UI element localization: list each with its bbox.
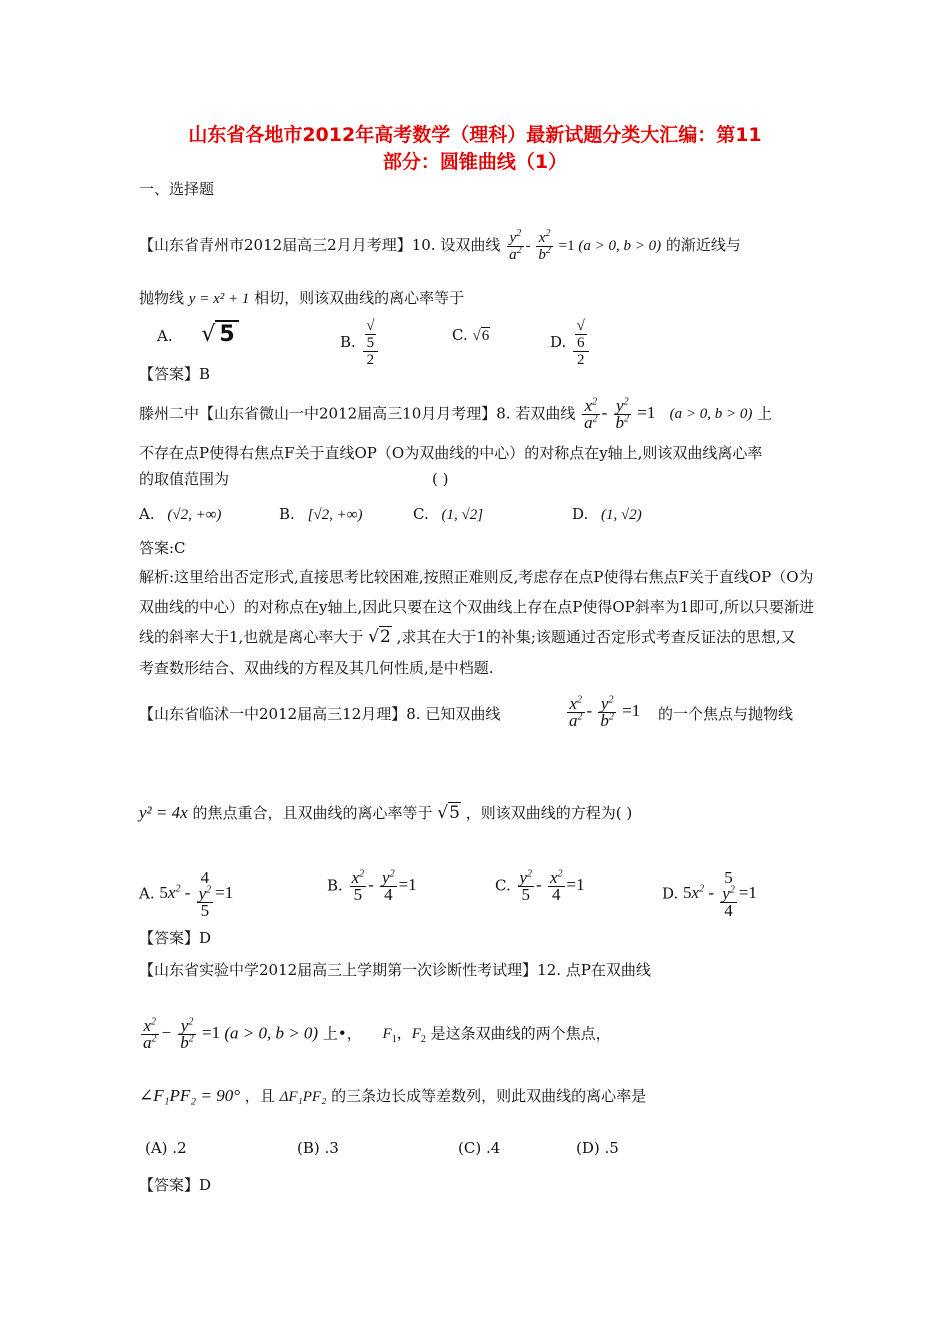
q4-triangle: ΔF₁PF₂ bbox=[279, 1089, 327, 1105]
q1-suffix: 的渐近线与 bbox=[665, 235, 741, 254]
q1-option-a bbox=[157, 322, 239, 347]
q3-suffix: 的一个焦点与抛物线 bbox=[658, 705, 794, 723]
q3-option-d-value: $5x^2$ - 5 $y^2$ 4 =1 bbox=[683, 868, 757, 920]
q1-option-c-label: C. bbox=[452, 326, 468, 344]
q2-option-c bbox=[413, 505, 483, 524]
q3-parabola-expr: y² = 4x bbox=[139, 803, 188, 822]
q4-option-c: (C) .4 bbox=[458, 1139, 501, 1157]
q2-option-d-value: (1, √2) bbox=[601, 507, 642, 523]
q1-line2 bbox=[139, 289, 464, 308]
q3-option-a-label: A. bbox=[139, 884, 155, 903]
q3-option-b bbox=[327, 870, 417, 903]
q3-option-b-value: $\frac{x^2}{5}$ - $\frac{y^2}{4}$ =1 bbox=[351, 868, 417, 904]
q1-stem bbox=[139, 230, 741, 263]
q2-explanation-2: 双曲线的中心）的对称点在y轴上,因此只要在这个双曲线上存在点P使得OP斜率为1即可,所以只要渐进 bbox=[139, 598, 815, 616]
q1-option-b-label: B. bbox=[340, 333, 356, 351]
q3-option-d-label: D. bbox=[662, 884, 679, 903]
q1-option-b bbox=[340, 318, 380, 368]
q3-hyperbola-formula: $\frac{x^2}{a^2}$ - $\frac{y^2}{b^2}$ =1 bbox=[569, 694, 641, 730]
q2-explanation-1: 解析:这里给出否定形式,直接思考比较困难,按照正难则反,考虑存在点P使得右焦点F关于直线OP（O为 bbox=[139, 568, 814, 586]
q2-option-b-value: [√2, +∞) bbox=[307, 507, 363, 523]
q4-foci: $F_1$，$F_2$ bbox=[382, 1026, 426, 1046]
q3-option-b-label: B. bbox=[327, 876, 343, 895]
q2-option-b bbox=[279, 505, 362, 524]
q2-hyperbola-formula: $\frac{x^2}{a^2}$ - $\frac{y^2}{b^2}$ =1 bbox=[584, 396, 656, 432]
q3-option-a-value: $5x^2$ - 4 $y^2$ 5 =1 bbox=[159, 868, 234, 920]
q4-angle: ∠F₁PF₂ = 90° bbox=[139, 1086, 240, 1105]
q2-line3-text: 的取值范围为 bbox=[139, 470, 230, 488]
q1-line2-b: 相切，则该双曲线的离心率等于 bbox=[254, 289, 465, 307]
q2-line2: 不存在点P使得右焦点F关于直线OP（O为双曲线的中心）的对称点在y轴上,则该双曲线离心率 bbox=[139, 444, 763, 462]
q3-prefix: 【山东省临沭一中2012届高三12月理】8. 已知双曲线 bbox=[139, 705, 501, 723]
q3-option-c bbox=[495, 870, 585, 903]
q4-option-b: (B) .3 bbox=[297, 1139, 339, 1157]
q3-sqrt5: √5 bbox=[437, 803, 460, 823]
q4-triangle-text: 的三条边长成等差数列，则此双曲线的离心率是 bbox=[331, 1087, 647, 1105]
q2-option-c-value: (1, √2] bbox=[441, 507, 484, 523]
q2-explanation-3b: ,求其在大于1的补集;该题通过否定形式考查反证法的思想,又 bbox=[396, 628, 796, 646]
q4-foci-text: 是这条双曲线的两个焦点， bbox=[430, 1024, 611, 1043]
q2-paren: ( ) bbox=[432, 470, 449, 488]
q2-sqrt2: √2 bbox=[368, 627, 391, 647]
q4-on: 上•， bbox=[322, 1024, 362, 1043]
q4-line2 bbox=[139, 1018, 611, 1051]
q2-option-a-value: (√2, +∞) bbox=[167, 507, 222, 523]
q2-option-c-label: C. bbox=[413, 505, 429, 523]
q3-line2 bbox=[139, 804, 632, 822]
q2-stem bbox=[139, 398, 772, 431]
q1-option-d-label: D. bbox=[550, 333, 567, 351]
q4-answer: 【答案】D bbox=[139, 1176, 212, 1194]
q3-line2-b: ，则该双曲线的方程为( ) bbox=[465, 804, 633, 822]
section-heading: 一、选择题 bbox=[139, 180, 215, 198]
q2-line3 bbox=[139, 470, 229, 488]
q1-line2-a: 抛物线 bbox=[139, 289, 185, 307]
q4-option-a: (A) .2 bbox=[145, 1139, 187, 1157]
q2-explanation-4: 考查数形结合、双曲线的方程及其几何性质,是中档题. bbox=[139, 659, 494, 677]
q4-and: ，且 bbox=[244, 1087, 275, 1105]
q1-option-a-label: A. bbox=[157, 327, 173, 345]
page-title-line1: 山东省各地市2012年高考数学（理科）最新试题分类大汇编：第11 bbox=[188, 124, 762, 146]
q1-option-d bbox=[550, 318, 591, 368]
q2-option-d-label: D. bbox=[572, 505, 589, 523]
q1-answer: 【答案】B bbox=[139, 365, 211, 383]
q1-parabola-expr: y = x² + 1 bbox=[188, 291, 250, 307]
q2-option-a-label: A. bbox=[139, 505, 155, 523]
q2-condition: (a > 0, b > 0) bbox=[669, 406, 753, 423]
q3-stem bbox=[139, 705, 500, 723]
q4-hyperbola-formula: $\frac{x^2}{a^2}$ − $\frac{y^2}{b^2}$ =1 bbox=[143, 1016, 221, 1052]
q3-option-c-label: C. bbox=[495, 876, 511, 895]
q1-hyperbola-formula: $\frac{y^2}{a^2}$ - $\frac{x^2}{b^2}$ =1 bbox=[509, 228, 575, 263]
q1-condition: (a > 0, b > 0) bbox=[578, 237, 662, 254]
q3-answer: 【答案】D bbox=[139, 929, 212, 947]
q1-option-c bbox=[452, 326, 490, 345]
q1-option-a-value: √ 5 bbox=[201, 322, 238, 347]
q4-option-d: (D) .5 bbox=[576, 1139, 619, 1157]
q3-option-a bbox=[139, 870, 233, 919]
q3-line2-a: 的焦点重合，且双曲线的离心率等于 bbox=[192, 804, 433, 822]
q4-stem: 【山东省实验中学2012届高三上学期第一次诊断性考试理】12. 点P在双曲线 bbox=[139, 961, 651, 979]
page-title-line2: 部分：圆锥曲线（1） bbox=[382, 151, 568, 173]
q2-explanation-3a: 线的斜率大于1,也就是离心率大于 bbox=[139, 628, 364, 646]
q2-option-b-label: B. bbox=[279, 505, 295, 523]
q1-option-d-value: √ 6 2 bbox=[573, 318, 589, 368]
q2-answer: 答案:C bbox=[139, 539, 186, 557]
q3-option-d bbox=[662, 870, 757, 919]
q1-prefix: 【山东省青州市2012届高三2月月考理】10. 设双曲线 bbox=[139, 235, 501, 254]
q1-option-b-value: √ 5 2 bbox=[363, 318, 379, 368]
q2-explanation-3 bbox=[139, 628, 796, 646]
q4-line3 bbox=[139, 1087, 646, 1106]
q2-suffix: 上 bbox=[757, 404, 773, 423]
q1-option-c-value: √6 bbox=[472, 328, 490, 344]
q2-option-d bbox=[572, 505, 642, 524]
q4-condition: (a > 0, b > 0) bbox=[224, 1023, 319, 1043]
q3-option-c-value: $\frac{y^2}{5}$ - $\frac{x^2}{4}$ =1 bbox=[519, 868, 585, 904]
q2-option-a bbox=[139, 505, 221, 524]
q2-prefix: 滕州二中【山东省微山一中2012届高三10月月考理】8. 若双曲线 bbox=[139, 404, 576, 423]
